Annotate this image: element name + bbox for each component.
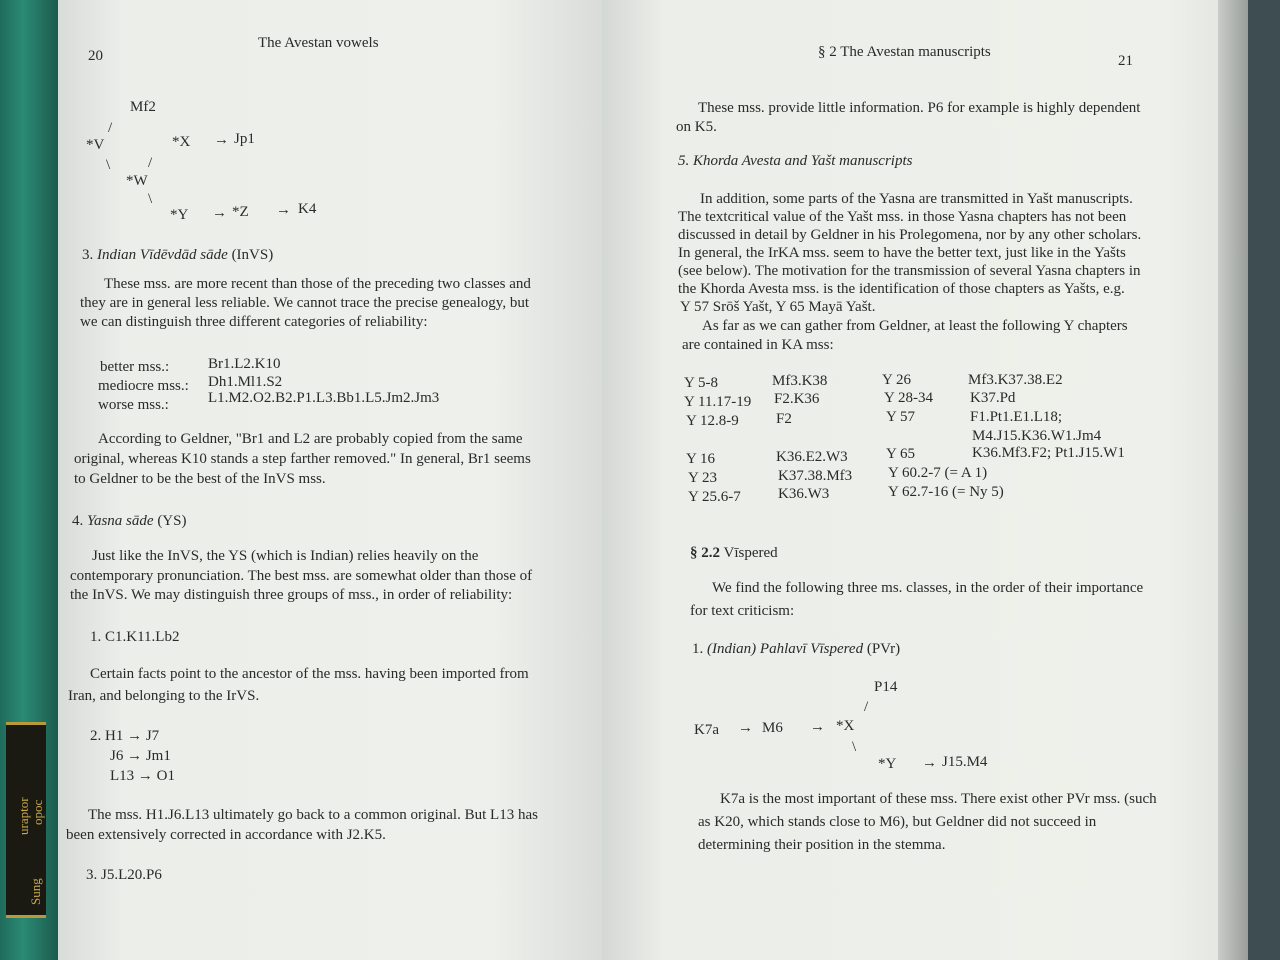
reliability-value: Dh1.Ml1.S2 (208, 374, 283, 390)
stemma-y: *Y (170, 207, 189, 223)
stemma-k4: K4 (298, 201, 317, 217)
paragraph-line: The mss. H1.J6.L13 ultimately go back to a common original. But L13 has (88, 807, 538, 823)
section-2-2-heading (690, 544, 778, 562)
section-3-abbr: (InVS) (231, 247, 274, 263)
stemma-arrow-2: → (810, 719, 825, 735)
chapter-mss: Mf3.K38 (772, 373, 828, 389)
paragraph-line: to Geldner to be the best of the InVS mss. (74, 471, 326, 487)
chapter-ref: Y 28-34 (884, 390, 934, 406)
section-5-heading: 5. Khorda Avesta and Yašt manuscripts (678, 153, 913, 169)
paragraph-line: original, whereas K10 stands a step farther removed." In general, Br1 seems (74, 451, 531, 467)
chapter-ref: Y 60.2-7 (= A 1) (888, 465, 988, 481)
paragraph-line: These mss. provide little information. P6 for example is highly dependent (698, 100, 1141, 116)
chapter-ref: Y 26 (882, 372, 912, 388)
section-4-title: Yasna sāde (87, 513, 154, 529)
paragraph-line: been extensively corrected in accordance with J2.K5. (66, 827, 386, 843)
stemma-back-2: \ (148, 191, 153, 207)
paragraph-line: In addition, some parts of the Yasna are transmitted in Yašt manuscripts. (700, 191, 1133, 207)
stemma-jp1: Jp1 (234, 131, 255, 147)
section-4-number: 4. (72, 513, 84, 529)
chapter-ref: Y 5-8 (684, 375, 719, 391)
stemma-z: *Z (232, 204, 249, 220)
paragraph-line: Certain facts point to the ancestor of the mss. having been imported from (90, 666, 529, 682)
chapter-mss: K37.Pd (970, 390, 1016, 406)
stemma-arrow-1: → (738, 720, 753, 736)
stemma-w: *W (126, 173, 148, 189)
group-2-line: J6 → Jm1 (110, 748, 171, 764)
chapter-mss: K36.E2.W3 (776, 449, 848, 465)
stemma-j15: J15.M4 (942, 754, 988, 770)
group-2-line: 2. H1 → J7 (90, 728, 160, 744)
paragraph-line: We find the following three ms. classes, in the order of their importance (712, 580, 1144, 596)
paragraph-line: Iran, and belonging to the IrVS. (68, 688, 260, 704)
stemma-p14: P14 (874, 679, 898, 695)
paragraph-line: contemporary pronunciation. The best mss. are somewhat older than those of (70, 568, 533, 584)
left-page (58, 0, 602, 960)
paragraph-line: discussed in detail by Geldner in his Prolegomena, nor by any other scholars. (678, 227, 1142, 243)
book-spine (0, 0, 58, 960)
chapter-ref: Y 12.8-9 (686, 413, 739, 429)
chapter-ref: Y 23 (688, 470, 718, 486)
stemma-mf2: Mf2 (130, 99, 156, 115)
paragraph-line: According to Geldner, "Br1 and L2 are probably copied from the same (98, 431, 523, 447)
paragraph-line: we can distinguish three different categories of reliability: (80, 314, 428, 330)
reliability-value: Br1.L2.K10 (208, 356, 281, 372)
chapter-ref: Y 62.7-16 (= Ny 5) (888, 484, 1004, 500)
spine-text-3: Sung (28, 878, 43, 905)
subsection-1-number: 1. (692, 641, 704, 657)
stemma-v: *V (86, 137, 105, 153)
page-edges (1218, 0, 1248, 960)
stemma-arrow-2: → (212, 205, 227, 221)
chapter-ref: Y 65 (886, 446, 916, 462)
stemma-k7a: K7a (694, 722, 719, 738)
chapter-mss: F2.K36 (774, 391, 820, 407)
stemma-arrow-1: → (214, 132, 229, 148)
spine-text-1: uraptor (16, 797, 31, 835)
paragraph-line: are contained in KA mss: (682, 337, 834, 353)
chapter-ref: Y 11.17-19 (684, 394, 752, 410)
paragraph-line: on K5. (676, 119, 717, 135)
chapter-mss: K36.Mf3.F2; Pt1.J15.W1 (972, 445, 1125, 461)
spine-label (6, 722, 46, 918)
chapter-mss-cont: M4.J15.K36.W1.Jm4 (972, 428, 1102, 444)
stemma-x: *X (172, 134, 191, 150)
stemma-x: *X (836, 718, 855, 734)
section-3-heading (82, 246, 273, 264)
paragraph-line: Y 57 Srōš Yašt, Y 65 Mayā Yašt. (680, 299, 876, 315)
paragraph-line: as K20, which stands close to M6), but Geldner did not succeed in (698, 814, 1097, 830)
chapter-mss: Mf3.K37.38.E2 (968, 372, 1063, 388)
stemma-m6: M6 (762, 720, 783, 736)
stemma-back: \ (852, 739, 857, 755)
paragraph-line: the InVS. We may distinguish three groups of mss., in order of reliability: (70, 587, 513, 603)
paragraph-line: As far as we can gather from Geldner, at least the following Y chapters (702, 318, 1128, 334)
page-number-right: 21 (1118, 53, 1133, 69)
chapter-mss: K36.W3 (778, 486, 830, 502)
spine-text-2: opoc (30, 799, 45, 825)
chapter-ref: Y 25.6-7 (688, 489, 741, 505)
chapter-mss: K37.38.Mf3 (778, 468, 853, 484)
stemma-arrow-3: → (276, 202, 291, 218)
stemma-arrow-3: → (922, 755, 937, 771)
stemma-slash-2: / (148, 155, 153, 171)
chapter-mss: F1.Pt1.E1.L18; (970, 409, 1063, 425)
section-4-heading (72, 512, 186, 530)
group-3: 3. J5.L20.P6 (86, 867, 162, 883)
section-4-abbr: (YS) (157, 513, 187, 529)
reliability-label: mediocre mss.: (98, 378, 189, 394)
page-number-left: 20 (88, 48, 103, 64)
paragraph-line: In general, the IrKA mss. seem to have the better text, just like in the Yašts (678, 245, 1126, 261)
subsection-1-heading (692, 640, 900, 658)
reliability-label: worse mss.: (98, 397, 169, 413)
paragraph-line: K7a is the most important of these mss. There exist other PVr mss. (such (720, 791, 1157, 807)
group-2-line: L13 → O1 (110, 768, 175, 784)
group-1: 1. C1.K11.Lb2 (90, 629, 180, 645)
running-head-right: § 2 The Avestan manuscripts (818, 44, 991, 60)
reliability-label: better mss.: (100, 359, 170, 375)
section-3-number: 3. (82, 247, 94, 263)
chapter-ref: Y 57 (886, 409, 916, 425)
stemma-slash-1: / (108, 120, 113, 136)
paragraph-line: the Khorda Avesta mss. is the identification of those chapters as Yašts, e.g. (678, 281, 1125, 297)
subsection-1-title: (Indian) Pahlavī Vīspered (707, 641, 864, 657)
stemma-y: *Y (878, 756, 897, 772)
section-2-2-title: Vīspered (723, 545, 778, 561)
paragraph-line: Just like the InVS, the YS (which is Indian) relies heavily on the (92, 548, 479, 564)
right-page (602, 0, 1230, 960)
running-head-left: The Avestan vowels (258, 35, 379, 51)
paragraph-line: determining their position in the stemma. (698, 837, 946, 853)
paragraph-line: (see below). The motivation for the transmission of several Yasna chapters in (678, 263, 1141, 279)
section-3-title: Indian Vīdēvdād sāde (97, 247, 228, 263)
chapter-mss: F2 (776, 411, 792, 427)
stemma-slash: / (864, 699, 869, 715)
paragraph-line: for text criticism: (690, 603, 795, 619)
subsection-1-abbr: (PVr) (866, 641, 901, 657)
reliability-value: L1.M2.O2.B2.P1.L3.Bb1.L5.Jm2.Jm3 (208, 390, 440, 406)
section-2-2-number: § 2.2 (690, 545, 720, 561)
paragraph-line: These mss. are more recent than those of the preceding two classes and (104, 276, 531, 292)
paragraph-line: The textcritical value of the Yašt mss. in those Yasna chapters has not been (678, 209, 1127, 225)
paragraph-line: they are in general less reliable. We cannot trace the precise genealogy, but (80, 295, 530, 311)
chapter-ref: Y 16 (686, 451, 716, 467)
table-background (1248, 0, 1280, 960)
stemma-back-1: \ (106, 157, 111, 173)
